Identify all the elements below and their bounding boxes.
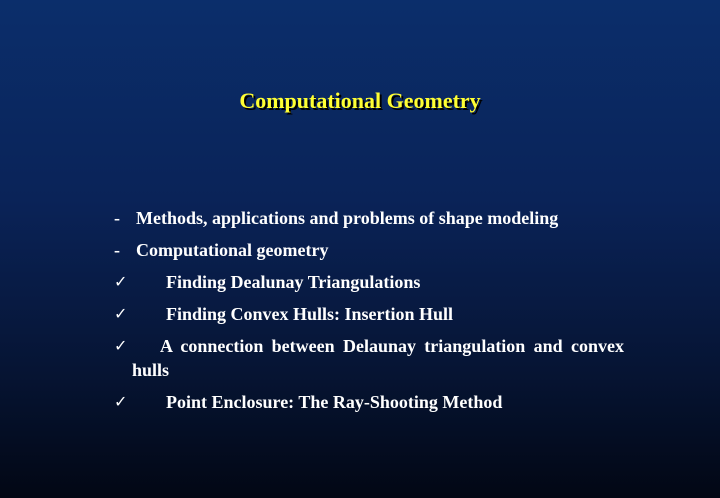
- dash-icon: -: [114, 208, 120, 228]
- check-icon: ✓: [114, 304, 128, 323]
- check-icon: ✓: [114, 336, 128, 355]
- list-item: [114, 206, 624, 230]
- bullet-text: Point Enclosure: The Ray-Shooting Method: [166, 392, 503, 412]
- bullet-text: Methods, applications and problems of shape modeling: [136, 208, 559, 228]
- bullet-text: Computational geometry: [136, 240, 329, 260]
- list-item: [114, 334, 624, 382]
- list-item: [114, 270, 624, 294]
- list-item: [114, 390, 624, 414]
- check-icon: ✓: [114, 272, 128, 291]
- list-item: [114, 302, 624, 326]
- bullet-text: Finding Dealunay Triangulations: [166, 272, 421, 292]
- list-item: [114, 238, 624, 262]
- bullet-text: A connection between Delaunay triangulation and convex hulls: [132, 336, 624, 380]
- bullet-text: Finding Convex Hulls: Insertion Hull: [166, 304, 454, 324]
- slide-title: Computational Geometry: [239, 88, 481, 113]
- dash-icon: -: [114, 240, 120, 260]
- check-icon: ✓: [114, 392, 128, 411]
- bullet-list: [114, 206, 624, 414]
